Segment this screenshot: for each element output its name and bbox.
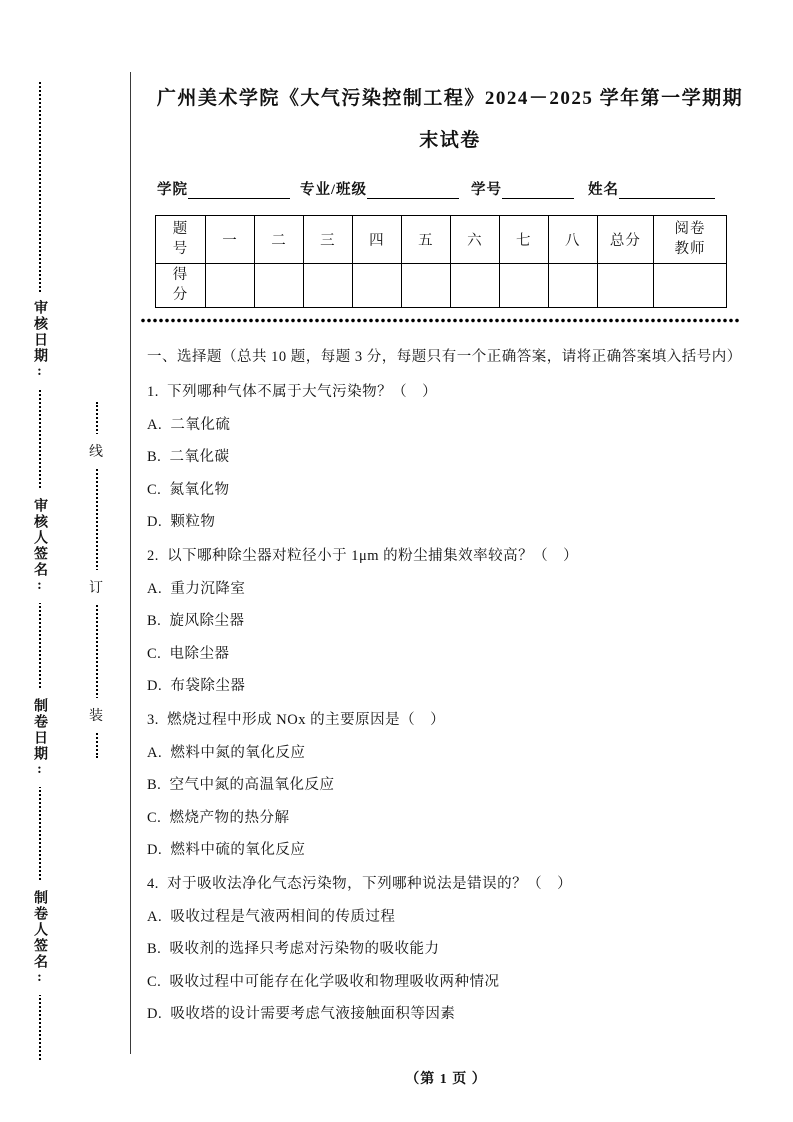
question-number-row — [156, 216, 727, 264]
question-3-option-c: C. 燃烧产物的热分解 — [147, 809, 290, 826]
question-2-option-c: C. 电除尘器 — [147, 645, 230, 662]
student-info-line — [147, 178, 753, 199]
question-4-stem: 4. 对于吸收法净化气态污染物，下列哪种说法是错误的？（ ） — [147, 876, 573, 893]
margin-signature-column — [22, 82, 56, 1060]
exam-title: 广州美术学院《大气污染控制工程》2024－2025 学年第一学期期末试卷 — [156, 88, 744, 151]
question-3-option-d: D. 燃料中硫的氧化反应 — [147, 842, 306, 859]
col-header: 八 — [548, 216, 597, 264]
score-cell — [597, 264, 653, 308]
col-header: 七 — [499, 216, 548, 264]
score-row-label-cell — [156, 264, 206, 308]
question-1-option-d: D. 颗粒物 — [147, 514, 216, 531]
score-cell — [401, 264, 450, 308]
score-cell — [499, 264, 548, 308]
score-cell — [352, 264, 401, 308]
student-id-label: 学号 — [471, 182, 503, 198]
college-blank — [188, 180, 290, 199]
question-4-option-a: A. 吸收过程是气液两相间的传质过程 — [147, 908, 396, 925]
questions-section — [147, 382, 753, 1025]
score-row-label: 得分 — [172, 267, 189, 303]
page-number: （第 1 页 ） — [405, 1072, 487, 1087]
corner-cell — [156, 216, 206, 264]
binding-char-ding: 订 — [88, 570, 104, 604]
question-3-option-b: B. 空气中氮的高温氧化反应 — [147, 777, 335, 794]
col-header: 一 — [206, 216, 255, 264]
binding-line-column — [84, 402, 108, 758]
question-4-option-c: C. 吸收过程中可能存在化学吸收和物理吸收两种情况 — [147, 973, 500, 990]
score-cell — [654, 264, 727, 308]
question-4-option-d: D. 吸收塔的设计需要考虑气液接触面积等因素 — [147, 1006, 456, 1023]
question-1-stem: 1. 下列哪种气体不属于大气污染物？（ ） — [147, 384, 438, 401]
name-label: 姓名 — [588, 182, 620, 198]
major-class-label: 专业/班级 — [300, 182, 368, 198]
score-cell — [303, 264, 352, 308]
col-header: 六 — [450, 216, 499, 264]
marker-teacher-label: 阅卷教师 — [674, 220, 706, 257]
score-cell — [548, 264, 597, 308]
college-label: 学院 — [157, 182, 188, 198]
score-row — [156, 264, 727, 308]
score-cell — [206, 264, 255, 308]
question-2-option-d: D. 布袋除尘器 — [147, 678, 246, 695]
col-header: 二 — [254, 216, 303, 264]
score-cell — [450, 264, 499, 308]
score-table — [155, 215, 727, 308]
col-header: 四 — [352, 216, 401, 264]
dotted-separator — [141, 318, 741, 323]
corner-label: 题号 — [172, 220, 189, 257]
question-1-option-a: A. 二氧化硫 — [147, 416, 231, 433]
marker-teacher-header — [654, 216, 727, 264]
question-1-option-b: B. 二氧化碳 — [147, 449, 230, 466]
question-4-option-b: B. 吸收剂的选择只考虑对污染物的吸收能力 — [147, 941, 440, 958]
question-2-option-a: A. 重力沉降室 — [147, 580, 246, 597]
question-1-option-c: C. 氮氧化物 — [147, 481, 230, 498]
binding-char-zhuang: 装 — [88, 698, 104, 732]
question-2-option-b: B. 旋风除尘器 — [147, 613, 245, 630]
question-2-stem: 2. 以下哪种除尘器对粒径小于 1μm 的粉尘捕集效率较高？（ ） — [147, 548, 579, 565]
name-blank — [619, 180, 715, 199]
question-3-option-a: A. 燃料中氮的氧化反应 — [147, 744, 306, 761]
major-class-blank — [367, 180, 459, 199]
reviewer-signature-label: 审核人签名: — [29, 490, 49, 603]
review-date-label: 审核日期: — [29, 292, 49, 389]
col-header: 三 — [303, 216, 352, 264]
exam-content — [131, 70, 761, 1025]
student-id-blank — [502, 180, 574, 199]
section-one-heading: 一、选择题（总共 10 题，每题 3 分，每题只有一个正确答案，请将正确答案填入括号内） — [147, 349, 742, 366]
binding-char-xian: 线 — [88, 434, 104, 468]
question-3-stem: 3. 燃烧过程中形成 NOx 的主要原因是（ ） — [147, 712, 446, 729]
paper-maker-signature-label: 制卷人签名: — [29, 882, 49, 995]
score-cell — [254, 264, 303, 308]
total-score-header: 总分 — [597, 216, 653, 264]
paper-made-date-label: 制卷日期: — [29, 690, 49, 787]
col-header: 五 — [401, 216, 450, 264]
